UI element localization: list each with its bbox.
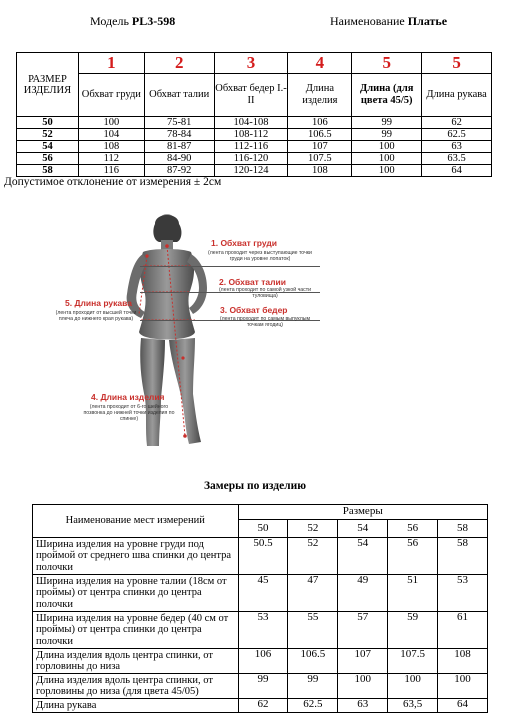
column-header: Обхват талии	[144, 74, 214, 117]
column-header: Длина (для цвета 45/5)	[352, 74, 422, 117]
measurement-value: 53	[238, 612, 288, 649]
value-cell: 81-87	[144, 141, 214, 153]
measure-title: Замеры по изделию	[203, 480, 307, 492]
measurement-value: 99	[238, 674, 288, 699]
sizes-header: Размеры	[238, 505, 488, 520]
measurement-value: 99	[288, 674, 338, 699]
measurement-value: 52	[288, 538, 338, 575]
value-cell: 64	[422, 165, 492, 177]
size-row	[17, 153, 492, 165]
column-header: Длина изделия	[288, 74, 352, 117]
size-cell: 56	[17, 153, 79, 165]
value-cell: 106.5	[288, 129, 352, 141]
value-cell: 62	[422, 117, 492, 129]
measure-name-header: Наименование мест измерений	[33, 505, 239, 538]
product-name-line	[330, 14, 447, 29]
measurement-value: 62.5	[288, 699, 338, 713]
hip-annotation-note: (лента проходит по самым выпуклым точкам ягодиц)	[219, 316, 311, 328]
measurement-value: 61	[438, 612, 488, 649]
tolerance-note: Допустимое отклонение от измерения ± 2см	[4, 176, 222, 188]
size-cell: 58	[17, 165, 79, 177]
column-number: 3	[214, 53, 288, 74]
value-cell: 100	[352, 165, 422, 177]
measurement-value: 108	[438, 649, 488, 674]
measurement-value: 106	[238, 649, 288, 674]
value-cell: 100	[352, 153, 422, 165]
chest-line	[140, 266, 320, 267]
column-header: Обхват груди	[78, 74, 144, 117]
value-cell: 63	[422, 141, 492, 153]
measurement-row	[33, 575, 488, 612]
column-number: 2	[144, 53, 214, 74]
size-cell: 54	[17, 141, 79, 153]
size-column: 54	[338, 520, 388, 538]
measurement-value: 54	[338, 538, 388, 575]
value-cell: 107.5	[288, 153, 352, 165]
value-cell: 63.5	[422, 153, 492, 165]
measurement-value: 100	[438, 674, 488, 699]
column-number: 5	[422, 53, 492, 74]
size-column: 52	[288, 520, 338, 538]
value-cell: 112-116	[214, 141, 288, 153]
hip-annotation-title: 3. Обхват бедер	[220, 305, 288, 315]
measurement-value: 47	[288, 575, 338, 612]
column-number: 1	[78, 53, 144, 74]
measurement-value: 45	[238, 575, 288, 612]
value-cell: 116	[78, 165, 144, 177]
column-header: Длина рукава	[422, 74, 492, 117]
value-cell: 107	[288, 141, 352, 153]
size-row	[17, 141, 492, 153]
measurement-row	[33, 674, 488, 699]
size-column: 58	[438, 520, 488, 538]
measurement-name: Длина изделия вдоль центра спинки, от горловины до низа (для цвета 45/05)	[33, 674, 239, 699]
value-cell: 100	[78, 117, 144, 129]
measurement-value: 50.5	[238, 538, 288, 575]
measurement-value: 107	[338, 649, 388, 674]
waist-annotation-note: (лента проходит по самой узкой части туловища)	[218, 287, 312, 299]
measurement-value: 58	[438, 538, 488, 575]
size-cell: 50	[17, 117, 79, 129]
value-cell: 99	[352, 129, 422, 141]
value-cell: 112	[78, 153, 144, 165]
model-value: PL3-598	[131, 14, 176, 28]
size-header: РАЗМЕР ИЗДЕЛИЯ	[17, 53, 79, 117]
measurement-row	[33, 699, 488, 713]
value-cell: 100	[352, 141, 422, 153]
measurement-value: 51	[388, 575, 438, 612]
measurement-table-body	[33, 538, 488, 713]
measurement-value: 63,5	[388, 699, 438, 713]
column-number: 5	[352, 53, 422, 74]
value-cell: 87-92	[144, 165, 214, 177]
value-cell: 120-124	[214, 165, 288, 177]
measurement-value: 57	[338, 612, 388, 649]
sleeve-annotation-note: (лента проходит от высшей точки плеча до нижнего края рукава)	[55, 310, 137, 322]
measurement-row	[33, 538, 488, 575]
measurement-value: 55	[288, 612, 338, 649]
measurement-value: 49	[338, 575, 388, 612]
value-cell: 106	[288, 117, 352, 129]
measurement-name: Ширина изделия на уровне груди под проймой от среднего шва спинки до центра полочки	[33, 538, 239, 575]
measurement-row	[33, 612, 488, 649]
measurement-name: Длина рукава	[33, 699, 239, 713]
value-cell: 108	[78, 141, 144, 153]
chest-annotation-note: (лента проходит через выступающие точки груди на уровне лопаток)	[208, 250, 312, 262]
size-row	[17, 165, 492, 177]
value-cell: 78-84	[144, 129, 214, 141]
waist-annotation-title: 2. Обхват талии	[219, 277, 286, 287]
chest-annotation-title: 1. Обхват груди	[211, 238, 277, 248]
column-number: 4	[288, 53, 352, 74]
measurement-value: 100	[388, 674, 438, 699]
length-annotation-title: 4. Длина изделия	[91, 392, 165, 402]
measurement-value: 63	[338, 699, 388, 713]
length-annotation-note: (лента проходит от 6-го шейного позвонка до нижней точки изделия по спинке)	[83, 404, 175, 422]
size-table-body	[17, 117, 492, 177]
measurement-value: 59	[388, 612, 438, 649]
model-label: Модель	[90, 14, 129, 28]
measurement-name: Ширина изделия на уровне талии (18см от проймы) от центра спинки до центра полочки	[33, 575, 239, 612]
value-cell: 116-120	[214, 153, 288, 165]
measurement-name: Длина изделия вдоль центра спинки, от горловины до низа	[33, 649, 239, 674]
value-cell: 75-81	[144, 117, 214, 129]
value-cell: 104-108	[214, 117, 288, 129]
size-table	[16, 52, 492, 177]
model-label-line	[90, 14, 175, 29]
value-cell: 84-90	[144, 153, 214, 165]
measurement-name: Ширина изделия на уровне бедер (40 см от проймы) от центра спинки до центра полочки	[33, 612, 239, 649]
measurement-value: 64	[438, 699, 488, 713]
product-name-value: Платье	[407, 14, 448, 28]
value-cell: 108-112	[214, 129, 288, 141]
value-cell: 99	[352, 117, 422, 129]
value-cell: 104	[78, 129, 144, 141]
sleeve-annotation-title: 5. Длина рукава	[65, 298, 132, 308]
measurement-value: 62	[238, 699, 288, 713]
size-row	[17, 129, 492, 141]
measurement-value: 56	[388, 538, 438, 575]
measurement-value: 106.5	[288, 649, 338, 674]
value-cell: 62.5	[422, 129, 492, 141]
size-column: 50	[238, 520, 288, 538]
measurement-value: 100	[338, 674, 388, 699]
value-cell: 108	[288, 165, 352, 177]
size-cell: 52	[17, 129, 79, 141]
product-name-label: Наименование	[330, 14, 405, 28]
body-measurement-figure	[55, 210, 325, 456]
column-header: Обхват бедер I.-II	[214, 74, 288, 117]
measurement-table	[32, 504, 488, 713]
size-column: 56	[388, 520, 438, 538]
measurement-value: 53	[438, 575, 488, 612]
size-row	[17, 117, 492, 129]
measurement-value: 107.5	[388, 649, 438, 674]
measurement-row	[33, 649, 488, 674]
